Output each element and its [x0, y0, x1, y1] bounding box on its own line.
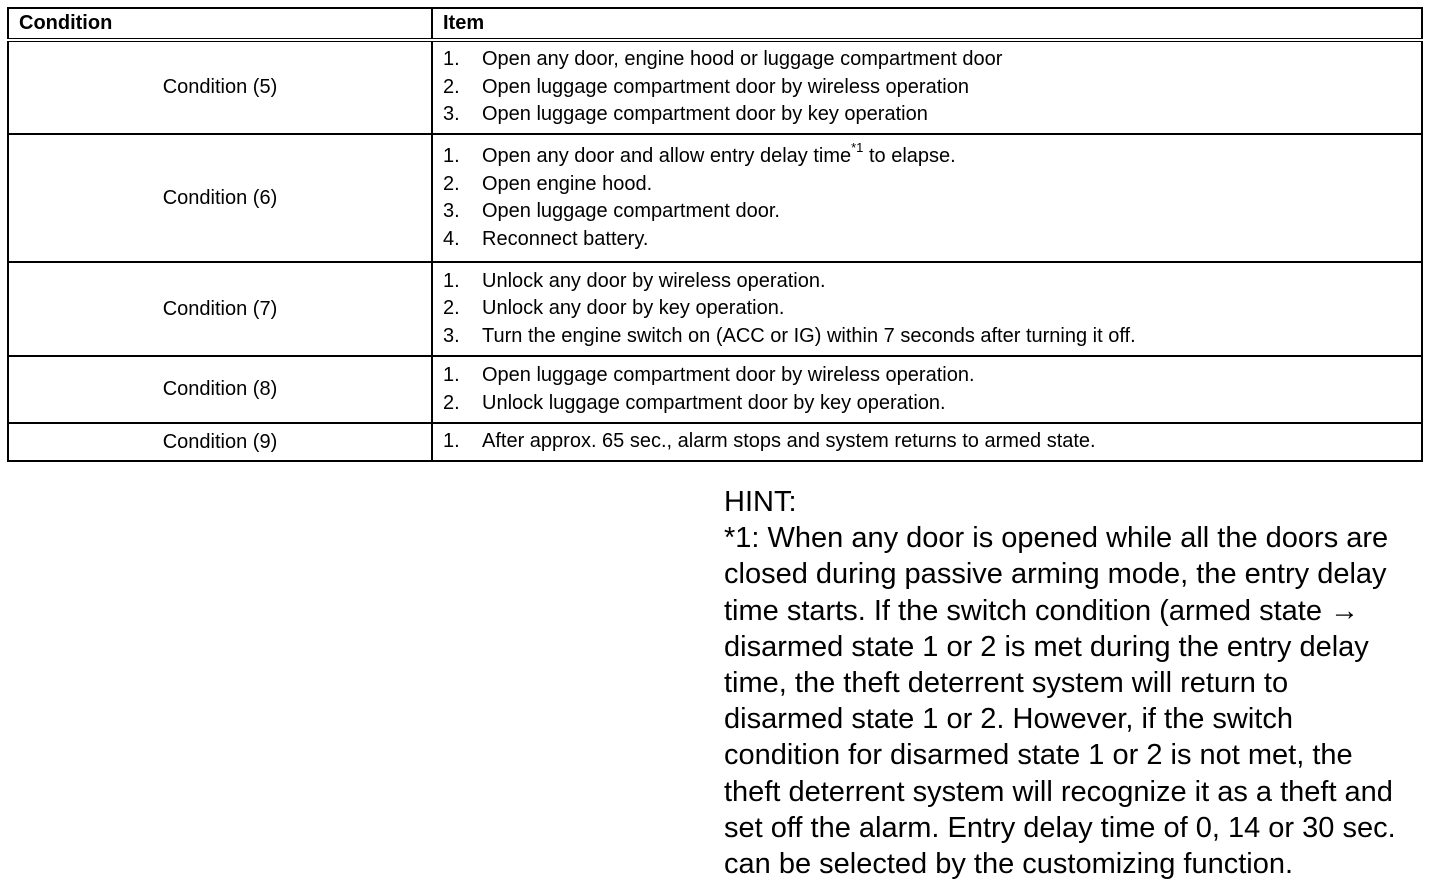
table-row: [8, 40, 1422, 134]
item-number: 1.: [443, 48, 460, 71]
item-number: 2.: [443, 391, 460, 414]
item-text-main: Turn the engine switch on (ACC or IG) within 7 seconds after turning it off.: [482, 324, 1136, 347]
item-text-main: Open engine hood.: [482, 172, 653, 195]
item-text-main: Unlock any door by key operation.: [482, 297, 785, 320]
item-text: [482, 226, 648, 254]
item-text: [482, 268, 826, 296]
list-item: [443, 140, 1411, 171]
list-item: [443, 295, 1411, 323]
hint-line: closed during passive arming mode, the entry delay: [724, 558, 1387, 591]
item-text: [482, 101, 928, 129]
hint-block: [724, 484, 1444, 882]
list-item: [443, 323, 1411, 351]
items-cell: [432, 356, 1422, 423]
hint-text: [724, 520, 1444, 882]
hint-line: time, the theft deterrent system will return to: [724, 667, 1289, 700]
item-text: [482, 171, 652, 199]
item-text-main: Open any door and allow entry delay time: [482, 145, 852, 167]
item-text: [482, 295, 784, 323]
item-number: 1.: [443, 269, 460, 292]
hint-line: theft deterrent system will recognize it as a theft and: [724, 775, 1393, 808]
item-text-main: Open luggage compartment door by wireless operation.: [482, 364, 975, 386]
item-text-main: Unlock luggage compartment door by key operation.: [482, 391, 946, 414]
item-text: [482, 390, 946, 418]
table-body: [8, 40, 1422, 461]
condition-cell: Condition (6): [8, 134, 432, 262]
items-cell: [432, 40, 1422, 134]
list-item: [443, 101, 1411, 129]
condition-cell: Condition (5): [8, 40, 432, 134]
item-number: 2.: [443, 172, 460, 195]
header-item: Item: [432, 8, 1422, 40]
list-item: [443, 46, 1411, 74]
condition-cell: Condition (9): [8, 423, 432, 461]
item-text: [482, 362, 975, 390]
header-condition: Condition: [8, 8, 432, 40]
condition-cell: Condition (7): [8, 262, 432, 356]
list-item: [443, 198, 1411, 226]
item-text: [482, 140, 956, 171]
list-item: [443, 226, 1411, 254]
item-text: [482, 428, 1096, 456]
item-text: [482, 198, 780, 226]
item-number: 1.: [443, 430, 460, 453]
table-row: [8, 356, 1422, 423]
item-number: 2.: [443, 75, 460, 98]
item-number: 1.: [443, 364, 460, 386]
list-item: [443, 74, 1411, 102]
items-cell: [432, 423, 1422, 461]
item-text: [482, 46, 1002, 74]
table-row: [8, 134, 1422, 262]
item-text: [482, 323, 1136, 351]
hint-line: can be selected by the customizing function.: [724, 848, 1294, 881]
hint-line: disarmed state 1 or 2 is met during the entry delay: [724, 630, 1369, 663]
table-row: [8, 262, 1422, 356]
list-item: [443, 171, 1411, 199]
item-number: 3.: [443, 103, 460, 126]
item-text-main: Open luggage compartment door.: [482, 200, 780, 222]
list-item: [443, 268, 1411, 296]
item-number: 1.: [443, 145, 460, 167]
item-number: 3.: [443, 200, 460, 222]
condition-cell: Condition (8): [8, 356, 432, 423]
items-cell: [432, 262, 1422, 356]
table-row: [8, 423, 1422, 461]
list-item: [443, 362, 1411, 390]
item-text-main: Open luggage compartment door by key operation: [482, 103, 928, 126]
item-number: 2.: [443, 297, 460, 320]
condition-table: [7, 7, 1423, 462]
item-text-main: Unlock any door by wireless operation.: [482, 269, 826, 292]
item-text-main: Open any door, engine hood or luggage compartment door: [482, 48, 1003, 71]
list-item: [443, 428, 1411, 456]
item-text: [482, 74, 969, 102]
hint-line: condition for disarmed state 1 or 2 is not met, the: [724, 739, 1353, 772]
item-text-main: After approx. 65 sec., alarm stops and system returns to armed state.: [482, 430, 1096, 453]
items-cell: [432, 134, 1422, 262]
hint-line: time starts. If the switch condition (armed state →: [724, 594, 1360, 627]
item-number: 3.: [443, 324, 460, 347]
item-text-after: to elapse.: [863, 145, 956, 167]
hint-line: *1: When any door is opened while all the doors are: [724, 522, 1389, 555]
list-item: [443, 390, 1411, 418]
hint-line: set off the alarm. Entry delay time of 0, 14 or 30 sec.: [724, 811, 1396, 844]
item-text-main: Open luggage compartment door by wireless operation: [482, 75, 969, 98]
item-number: 4.: [443, 227, 460, 250]
hint-line: disarmed state 1 or 2. However, if the switch: [724, 703, 1293, 736]
table-header-row: [8, 8, 1422, 40]
item-text-main: Reconnect battery.: [482, 227, 649, 250]
footnote-marker: *1: [851, 140, 864, 156]
hint-title: HINT:: [724, 486, 797, 518]
